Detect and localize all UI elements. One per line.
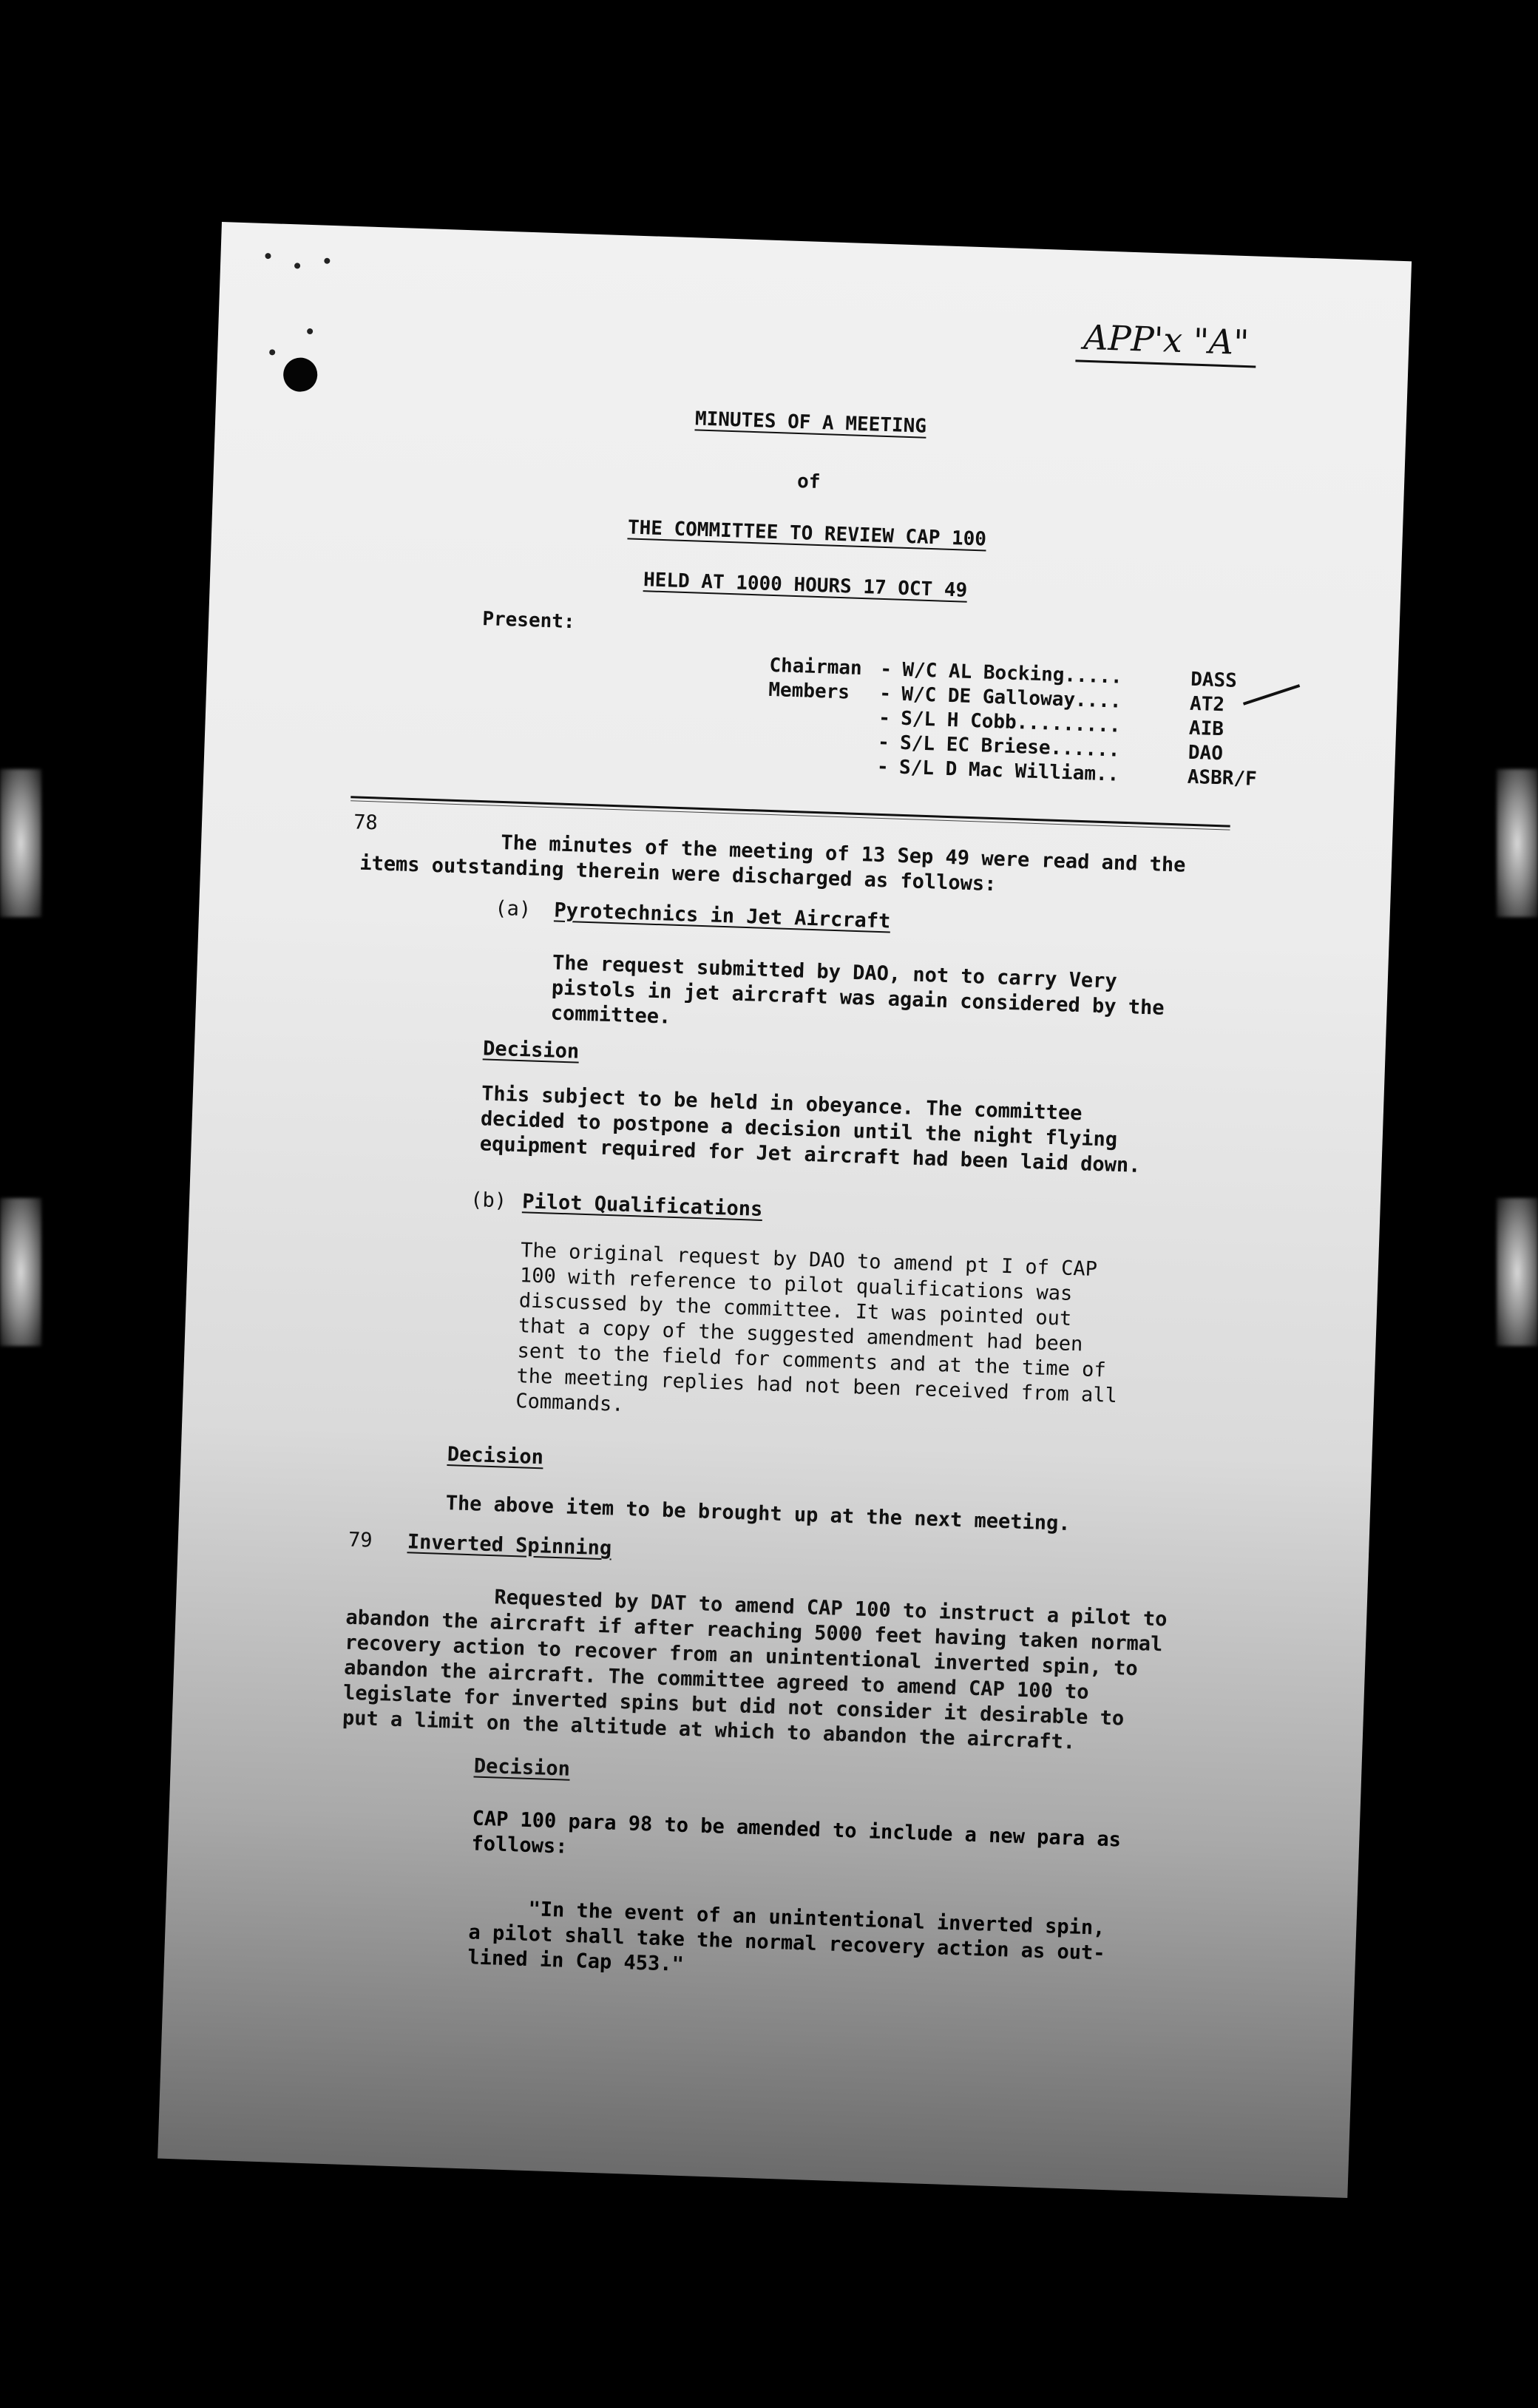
item-78b-decision-heading: Decision	[447, 1443, 544, 1470]
item-78b-label: (b)	[470, 1188, 507, 1213]
film-edge-mark-right-top	[1497, 769, 1538, 917]
roster-name: W/C DE Galloway....	[901, 683, 1122, 713]
attendee-roster	[766, 655, 1280, 794]
roster-dash: -	[877, 731, 890, 754]
ink-speck	[324, 258, 330, 264]
ink-speck	[265, 253, 271, 259]
separator-rule-shadow	[350, 800, 1230, 830]
roster-dept: ASBR/F	[1187, 765, 1258, 791]
ink-speck	[294, 263, 300, 268]
roster-role: Members	[768, 678, 850, 704]
title-line-4: HELD AT 1000 HOURS 17 OCT 49	[643, 569, 968, 602]
item-78b-heading: Pilot Qualifications	[521, 1190, 763, 1221]
item-78b-decision-text: The above item to be brought up at the next meeting.	[445, 1491, 1071, 1536]
item-79-decision-text: CAP 100 para 98 to be amended to include a new para as follows:	[470, 1807, 1122, 1859]
roster-dash: -	[878, 706, 891, 730]
item-78a-decision-text: This subject to be held in obeyance. The committee decided to postpone a decision until the night flying equipment required for Jet aircraft had been laid down.	[479, 1082, 1141, 1177]
item-number-79: 79	[348, 1528, 373, 1552]
present-label: Present:	[481, 607, 576, 634]
appendix-mark: APP'x "A"	[1075, 317, 1257, 368]
roster-dash: -	[876, 755, 890, 779]
item-number-78: 78	[353, 811, 379, 835]
roster-name: S/L EC Briese......	[899, 731, 1120, 762]
item-79-text: Requested by DAT to amend CAP 100 to instruct a pilot to abandon the aircraft if after reaching 5000 feet having taken normal recovery action to recover from an unintentional inverted spin, to abandon the aircraft. The committee agreed to amend CAP 100 to legislate for inverted spins but did not consider it desirable to put a limit on the altitude at which to abandon the aircraft.	[342, 1586, 1168, 1754]
item-78a-heading: Pyrotechnics in Jet Aircraft	[553, 899, 891, 933]
item-78-intro: The minutes of the meeting of 13 Sep 49 were read and the items outstanding therein were discharged as follows:	[359, 831, 1186, 896]
roster-role: Chairman	[769, 654, 863, 680]
item-78a-label: (a)	[494, 896, 532, 921]
item-79-quote: "In the event of an unintentional inverted spin, a pilot shall take the normal recovery action as out- lined in Cap 453."	[467, 1898, 1106, 1977]
title-line-3: THE COMMITTEE TO REVIEW CAP 100	[627, 516, 987, 551]
item-79-decision-heading: Decision	[473, 1754, 571, 1781]
roster-role	[768, 720, 878, 724]
roster-role	[767, 745, 878, 748]
roster-dept: AT2	[1189, 692, 1225, 717]
document-page	[157, 222, 1412, 2198]
roster-dept: DASS	[1190, 668, 1238, 692]
roster-role	[766, 769, 877, 773]
title-line-2: of	[796, 470, 821, 494]
separator-rule	[350, 796, 1230, 827]
film-edge-mark-left-bottom	[0, 1198, 41, 1346]
roster-dept: DAO	[1188, 741, 1224, 765]
punch-hole	[282, 357, 317, 392]
film-edge-mark-right-bottom	[1497, 1198, 1538, 1346]
roster-dash: -	[879, 657, 892, 681]
item-79-heading: Inverted Spinning	[407, 1530, 612, 1560]
roster-name: W/C AL Bocking.....	[901, 658, 1123, 689]
roster-name: S/L H Cobb.........	[900, 707, 1121, 737]
item-78a-text: The request submitted by DAO, not to carry Very pistols in jet aircraft was again considered by the committee.	[550, 951, 1165, 1029]
item-78a-decision-heading: Decision	[482, 1037, 580, 1063]
film-edge-mark-left-top	[0, 769, 41, 917]
roster-name: S/L D Mac William..	[898, 756, 1119, 786]
item-78b-text: The original request by DAO to amend pt I of CAP 100 with reference to pilot qualifications was discussed by the committee. It was pointed out that a copy of the suggested amendment had been sent to the field for comments and at the time of the meeting replies had not been received from all Commands.	[515, 1239, 1118, 1416]
roster-dept: AIB	[1188, 717, 1224, 741]
ink-speck	[307, 328, 313, 334]
ink-speck	[269, 349, 275, 355]
title-line-1: MINUTES OF A MEETING	[694, 407, 927, 438]
roster-dash: -	[878, 682, 892, 706]
